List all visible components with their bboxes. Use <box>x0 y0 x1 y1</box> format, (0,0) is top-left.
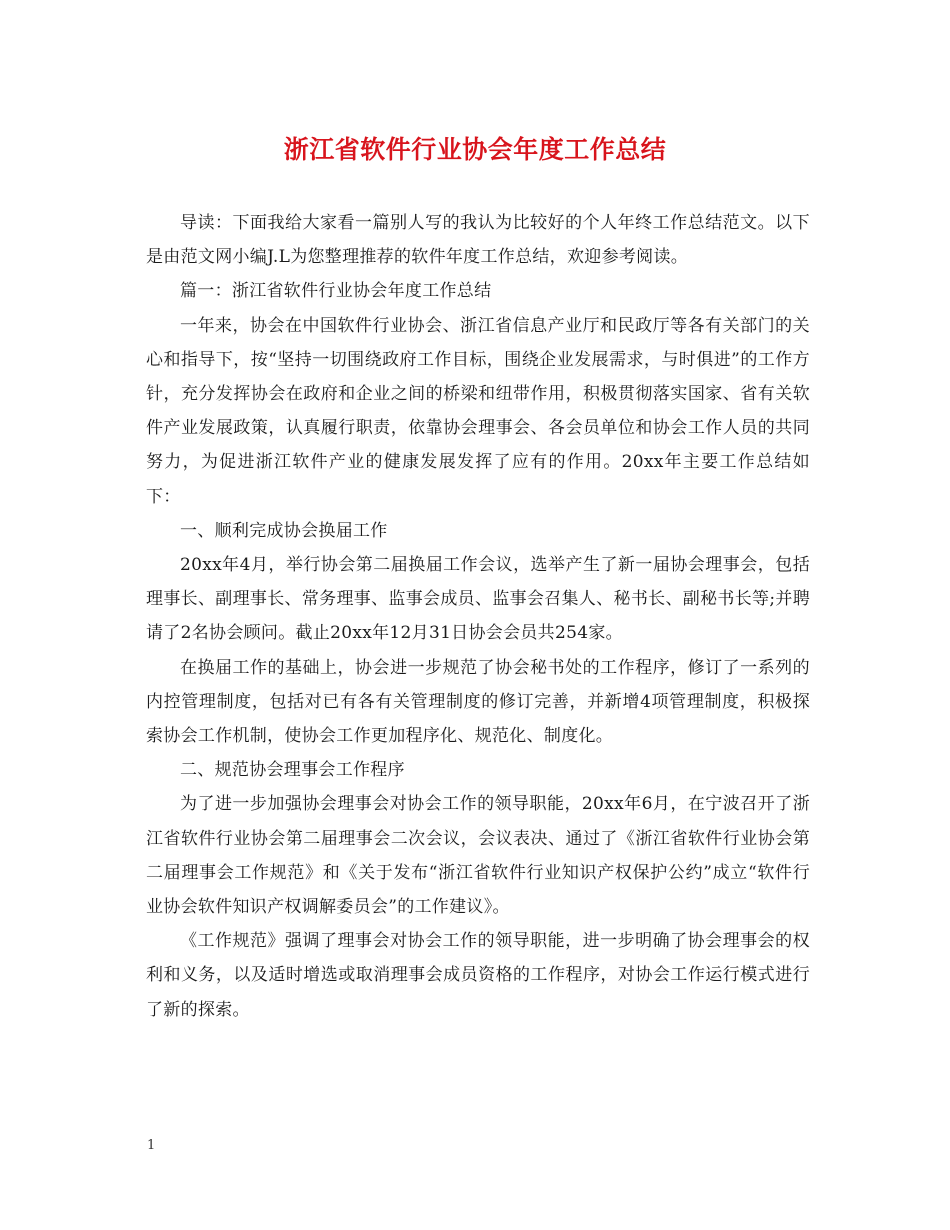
document-title: 浙江省软件行业协会年度工作总结 <box>283 135 667 164</box>
election-paragraph: 20xx年4月，举行协会第二届换届工作会议，选举产生了新一届协会理事会，包括理事长、副理事长、常务理事、监事会成员、监事会召集人、秘书长、副秘书长等;并聘请了2名协会顾问。截止20xx年12月31日协会会员共254家。 <box>146 555 810 644</box>
intro-paragraph: 导读：下面我给大家看一篇别人写的我认为比较好的个人年终工作总结范文。以下是由范文网小编J.L为您整理推荐的软件年度工作总结，欢迎参考阅读。 <box>146 213 810 268</box>
page-number: 1 <box>147 1138 156 1153</box>
work-norms-paragraph: 《工作规范》强调了理事会对协会工作的领导职能，进一步明确了协会理事会的权利和义务，以及适时增选或取消理事会成员资格的工作程序，对协会工作运行模式进行了新的探索。 <box>146 931 810 1020</box>
meeting-paragraph: 为了进一步加强协会理事会对协会工作的领导职能，20xx年6月，在宁波召开了浙江省软件行业协会第二届理事会二次会议，会议表决、通过了《浙江省软件行业协会第二届理事会工作规范》和《关于发布“浙江省软件行业知识产权保护公约”成立“软件行业协会软件知识产权调解委员会”的工作建议》。 <box>146 794 810 918</box>
document-body <box>146 206 810 1027</box>
section-heading-1: 一、顺利完成协会换届工作 <box>180 520 388 541</box>
overview-paragraph: 一年来，协会在中国软件行业协会、浙江省信息产业厅和民政厅等各有关部门的关心和指导下，按“坚持一切围绕政府工作目标，围绕企业发展需求，与时俱进”的工作方针，充分发挥协会在政府和企业之间的桥梁和纽带作用，积极贯彻落实国家、省有关软件产业发展政策，认真履行职责，依靠协会理事会、各会员单位和协会工作人员的共同努力，为促进浙江软件产业的健康发展发挥了应有的作用。20xx年主要工作总结如下： <box>146 315 810 507</box>
section-heading-part-one: 篇一：浙江省软件行业协会年度工作总结 <box>180 281 492 302</box>
section-heading-2: 二、规范协会理事会工作程序 <box>180 760 405 781</box>
management-paragraph: 在换届工作的基础上，协会进一步规范了协会秘书处的工作程序，修订了一系列的内控管理制度，包括对已有各有关管理制度的修订完善，并新增4项管理制度，积极探索协会工作机制，使协会工作更加程序化、规范化、制度化。 <box>146 657 810 747</box>
